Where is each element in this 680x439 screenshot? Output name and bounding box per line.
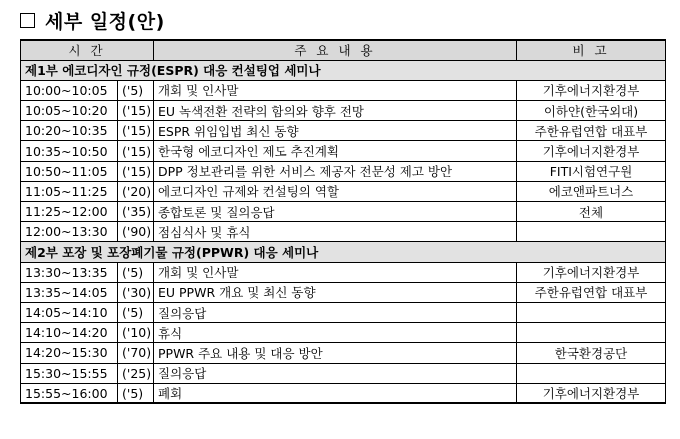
content-cell: PPWR 주요 내용 및 대응 방안 — [154, 343, 517, 363]
table-row — [21, 222, 666, 242]
table-row — [21, 363, 666, 383]
table-row — [21, 121, 666, 141]
time-cell: 10:50~11:05 — [21, 161, 118, 181]
content-cell: 개회 및 인사말 — [154, 262, 517, 282]
table-row — [21, 181, 666, 201]
time-cell: 10:05~10:20 — [21, 101, 118, 121]
duration-cell: ('5) — [118, 302, 154, 322]
section-header-row — [21, 242, 666, 262]
time-cell: 14:05~14:10 — [21, 302, 118, 322]
duration-cell: ('15) — [118, 121, 154, 141]
note-cell: 기후에너지환경부 — [517, 262, 666, 282]
section-header-row — [21, 60, 666, 80]
duration-cell: ('35) — [118, 202, 154, 222]
content-cell: 질의응답 — [154, 302, 517, 322]
duration-cell: ('5) — [118, 80, 154, 100]
column-header-note: 비 고 — [517, 40, 666, 60]
duration-cell: ('30) — [118, 282, 154, 302]
table-row — [21, 101, 666, 121]
column-header-time: 시 간 — [21, 40, 154, 60]
time-cell: 12:00~13:30 — [21, 222, 118, 242]
content-cell: 한국형 에코디자인 제도 추진계획 — [154, 141, 517, 161]
page-title: 세부 일정(안) — [45, 10, 165, 33]
time-cell: 11:05~11:25 — [21, 181, 118, 201]
duration-cell: ('5) — [118, 262, 154, 282]
note-cell: 한국환경공단 — [517, 343, 666, 363]
note-cell: 기후에너지환경부 — [517, 80, 666, 100]
duration-cell: ('20) — [118, 181, 154, 201]
content-cell: DPP 정보관리를 위한 서비스 제공자 전문성 제고 방안 — [154, 161, 517, 181]
note-cell: 전체 — [517, 202, 666, 222]
duration-cell: ('15) — [118, 141, 154, 161]
content-cell: ESPR 위임입법 최신 동향 — [154, 121, 517, 141]
duration-cell: ('15) — [118, 161, 154, 181]
duration-cell: ('90) — [118, 222, 154, 242]
content-cell: 질의응답 — [154, 363, 517, 383]
content-cell: EU 녹색전환 전략의 함의와 향후 전망 — [154, 101, 517, 121]
table-row — [21, 161, 666, 181]
content-cell: 개회 및 인사말 — [154, 80, 517, 100]
duration-cell: ('70) — [118, 343, 154, 363]
content-cell: EU PPWR 개요 및 최신 동향 — [154, 282, 517, 302]
content-cell: 점심식사 및 휴식 — [154, 222, 517, 242]
table-row — [21, 343, 666, 363]
note-cell: 기후에너지환경부 — [517, 383, 666, 403]
content-cell: 폐회 — [154, 383, 517, 403]
time-cell: 10:35~10:50 — [21, 141, 118, 161]
section-title: 제2부 포장 및 포장폐기물 규정(PPWR) 대응 세미나 — [21, 242, 666, 262]
table-row — [21, 202, 666, 222]
note-cell — [517, 302, 666, 322]
note-cell: 에코앤파트너스 — [517, 181, 666, 201]
note-cell: 주한유럽연합 대표부 — [517, 121, 666, 141]
note-cell — [517, 323, 666, 343]
duration-cell: ('25) — [118, 363, 154, 383]
time-cell: 10:20~10:35 — [21, 121, 118, 141]
time-cell: 14:20~15:30 — [21, 343, 118, 363]
table-row — [21, 262, 666, 282]
table-row — [21, 302, 666, 322]
time-cell: 11:25~12:00 — [21, 202, 118, 222]
time-cell: 15:30~15:55 — [21, 363, 118, 383]
table-row — [21, 323, 666, 343]
content-cell: 휴식 — [154, 323, 517, 343]
table-row — [21, 141, 666, 161]
content-cell: 에코디자인 규제와 컨설팅의 역할 — [154, 181, 517, 201]
note-cell — [517, 363, 666, 383]
table-row — [21, 282, 666, 302]
note-cell — [517, 222, 666, 242]
table-row — [21, 383, 666, 403]
time-cell: 14:10~14:20 — [21, 323, 118, 343]
column-header-content: 주 요 내 용 — [154, 40, 517, 60]
time-cell: 10:00~10:05 — [21, 80, 118, 100]
content-cell: 종합토론 및 질의응답 — [154, 202, 517, 222]
time-cell: 13:35~14:05 — [21, 282, 118, 302]
time-cell: 15:55~16:00 — [21, 383, 118, 403]
schedule-body — [21, 60, 666, 403]
note-cell: 주한유럽연합 대표부 — [517, 282, 666, 302]
time-cell: 13:30~13:35 — [21, 262, 118, 282]
note-cell: 이하얀(한국외대) — [517, 101, 666, 121]
duration-cell: ('15) — [118, 101, 154, 121]
note-cell: 기후에너지환경부 — [517, 141, 666, 161]
duration-cell: ('10) — [118, 323, 154, 343]
note-cell: FITI시험연구원 — [517, 161, 666, 181]
duration-cell: ('5) — [118, 383, 154, 403]
section-title: 제1부 에코디자인 규정(ESPR) 대응 컨설팅업 세미나 — [21, 60, 666, 80]
heading — [20, 6, 165, 34]
checkbox-square-icon — [20, 13, 35, 28]
schedule-table — [20, 39, 666, 404]
table-header-row — [21, 40, 666, 60]
table-row — [21, 80, 666, 100]
